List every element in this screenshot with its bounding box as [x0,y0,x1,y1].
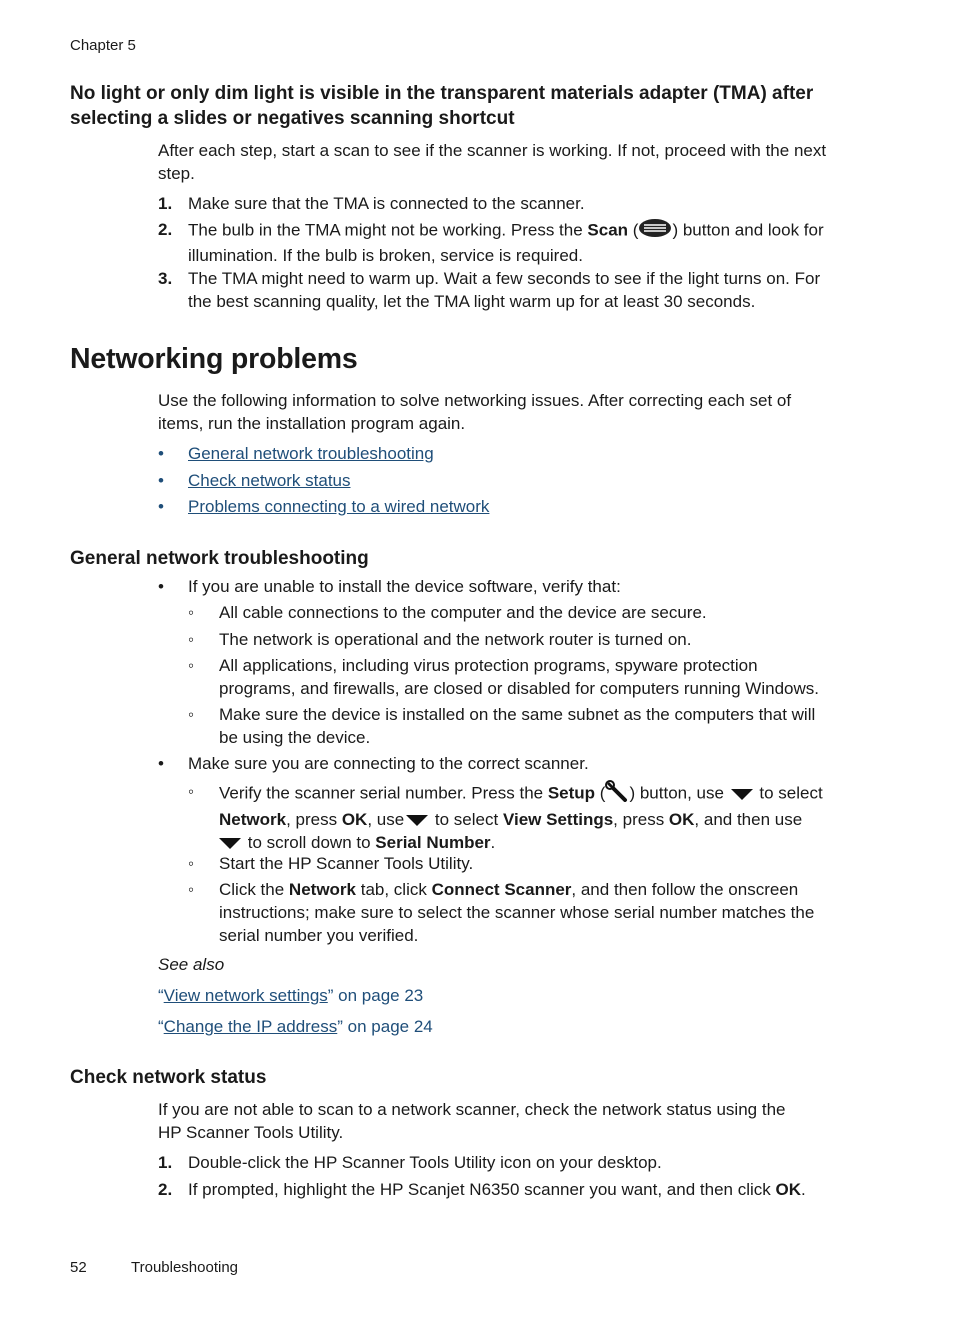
sub-bullet: ◦ [188,705,195,724]
sub-bullet: ◦ [188,880,195,899]
chapter-label: Chapter 5 [70,37,136,54]
list-item: Make sure the device is installed on the same subnet as the computers that will be using the device. [219,705,816,747]
down-arrow-icon [731,789,753,800]
status-heading: Check network status [70,1067,267,1088]
list-item: Start the HP Scanner Tools Utility. [219,854,474,873]
list-item: All cable connections to the computer and the device are secure. [219,603,707,622]
tma-heading-line1: No light or only dim light is visible in the transparent materials adapter (TMA) after [70,83,814,104]
step-text: The bulb in the TMA might not be working. Press the Scan ( ) button and look for illumination. If the bulb is broken, service is required. [188,218,824,267]
bullet: • [158,754,164,773]
scan-icon [638,218,672,244]
step-text: Double-click the HP Scanner Tools Utility icon on your desktop. [188,1153,662,1172]
networking-intro: Use the following information to solve networking issues. After correcting each set of items, run the installation program again. [158,391,792,433]
step-text: Make sure that the TMA is connected to the scanner. [188,194,585,213]
page-number: 52 [70,1259,87,1276]
step-number: 1. [158,194,173,213]
tma-heading-line2: selecting a slides or negatives scanning shortcut [70,108,515,129]
step-number: 3. [158,269,173,288]
list-item: If you are unable to install the device software, verify that: [188,577,621,596]
tma-intro-line1: After each step, start a scan to see if the scanner is working. If not, proceed with the next [158,141,827,160]
see-also-label: See also [158,955,225,974]
sub-bullet: ◦ [188,656,195,675]
step-number: 1. [158,1153,173,1172]
link-wired-network[interactable]: Problems connecting to a wired network [188,497,490,516]
step-text: The TMA might need to warm up. Wait a few seconds to see if the light turns on. For the best scanning quality, let the TMA light warm up for at least 30 seconds. [188,269,821,311]
wrench-icon [605,780,629,808]
step-text: If prompted, highlight the HP Scanjet N6350 scanner you want, and then click OK. [188,1180,806,1199]
list-item: Click the Network tab, click Connect Scanner, and then follow the onscreen instructions; make sure to select the scanner whose serial number matches the serial number you verified. [219,880,815,945]
down-arrow-icon [406,815,428,826]
general-heading: General network troubleshooting [70,548,369,569]
step-number: 2. [158,220,173,239]
link-view-network-settings[interactable]: View network settings [163,986,328,1005]
sub-bullet: ◦ [188,630,195,649]
link-general-network[interactable]: General network troubleshooting [188,444,434,463]
list-item: The network is operational and the network router is turned on. [219,630,692,649]
status-intro: If you are not able to scan to a network scanner, check the network status using the HP Scanner Tools Utility. [158,1100,786,1142]
list-item: Make sure you are connecting to the correct scanner. [188,754,589,773]
link-change-ip-address[interactable]: Change the IP address [163,1017,338,1036]
down-arrow-icon [219,838,241,849]
tma-intro-line2: step. [158,164,195,183]
bullet: • [158,444,164,463]
footer-section: Troubleshooting [131,1259,239,1276]
step-number: 2. [158,1180,173,1199]
list-item: All applications, including virus protection programs, spyware protection programs, and firewalls, are closed or disabled for computers running Windows. [219,656,819,698]
bullet: • [158,497,164,516]
sub-bullet: ◦ [188,782,195,801]
sub-bullet: ◦ [188,854,195,873]
list-item: Verify the scanner serial number. Press the Setup ( ) button, use to select Network, press OK, use to select View Settings, press OK, and then use to scroll down to Serial Number. [219,780,823,854]
page-title: Networking problems [70,343,358,375]
tma-heading [70,81,813,131]
bullet: • [158,471,164,490]
bullet: • [158,577,164,596]
link-check-status[interactable]: Check network status [188,471,351,490]
sub-bullet: ◦ [188,603,195,622]
see-also-link-1: “View network settings” on page 23 [158,986,424,1005]
see-also-link-2: “Change the IP address” on page 24 [158,1017,433,1036]
tma-intro [158,139,826,185]
